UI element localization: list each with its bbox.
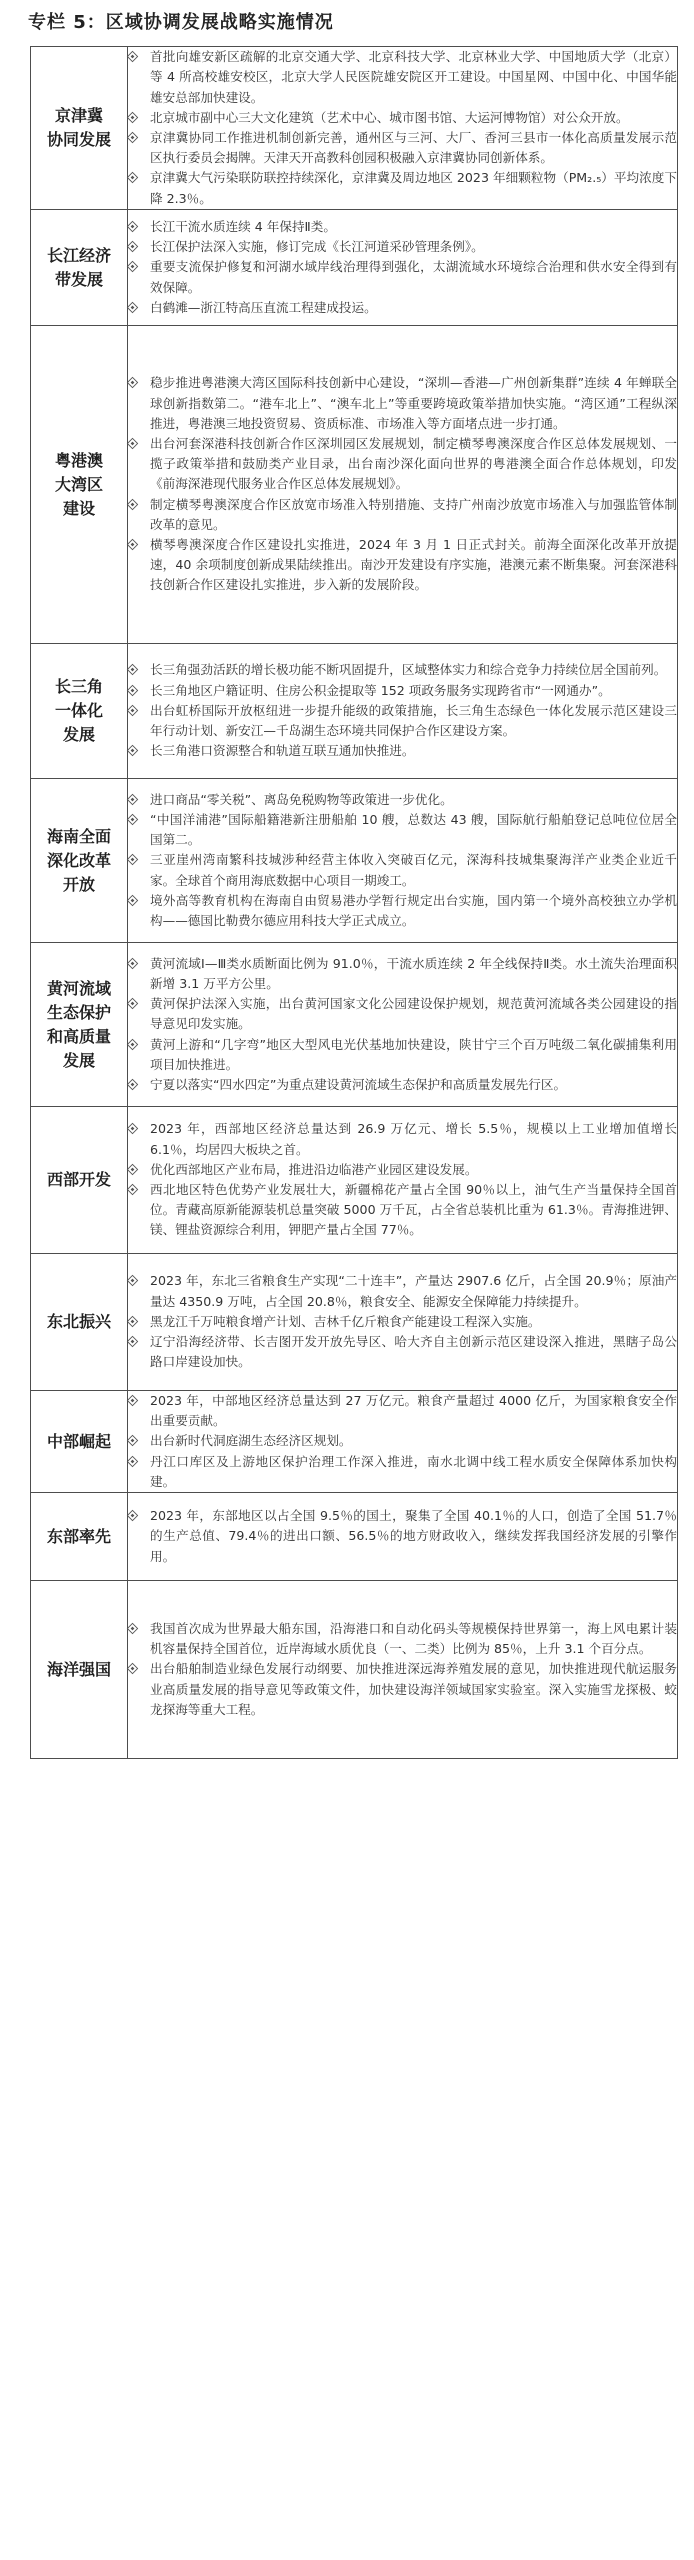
diamond-bullet-icon [127,854,138,865]
diamond-bullet-icon [127,1663,138,1674]
list-item [128,681,677,701]
diamond-bullet-icon [127,745,138,756]
list-item-text: 京津冀大气污染联防联控持续深化，京津冀及周边地区 2023 年细颗粒物（PM₂.₅）平均浓度下降 2.3％。 [150,170,677,206]
section-row [31,1391,678,1493]
list-item [128,1180,677,1241]
list-item-text: “中国洋浦港”国际船籍港新注册船舶 10 艘，总数达 43 艘，国际航行船舶登记总吨位位居全国第二。 [150,811,677,848]
list-item [128,1619,677,1659]
diamond-bullet-icon [127,1275,138,1286]
diamond-bullet-icon [127,664,138,675]
list-item-text: 2023 年，中部地区经济总量达到 27 万亿元。粮食产量超过 4000 亿斤，为国家粮食安全作出重要贡献。 [150,1393,677,1429]
list-item-text: 京津冀协同工作推进机制创新完善，通州区与三河、大厂、香河三县市一体化高质量发展示范区执行委员会揭牌。天津天开高教科创园积极融入京津冀协同创新体系。 [150,130,677,166]
section-content [128,779,678,943]
section-content [128,47,678,210]
diamond-bullet-icon [127,1316,138,1327]
list-item [128,535,677,596]
list-item [128,701,677,741]
diamond-bullet-icon [127,814,138,825]
list-item-text: 长江保护法深入实施，修订完成《长江河道采砂管理条例》。 [150,239,484,255]
diamond-bullet-icon [127,1123,138,1134]
diamond-bullet-icon [127,438,138,449]
section-row [31,1581,678,1759]
list-item-text: 优化西部地区产业布局，推进沿边临港产业园区建设发展。 [150,1161,478,1177]
section-name: 长三角 一体化 发展 [31,644,128,779]
diamond-bullet-icon [127,1336,138,1347]
diamond-bullet-icon [127,261,138,272]
diamond-bullet-icon [127,1395,138,1406]
list-item [128,373,677,434]
list-item [128,1119,677,1159]
list-item-text: 首批向雄安新区疏解的北京交通大学、北京科技大学、北京林业大学、中国地质大学（北京）等 4 所高校雄安校区，北京大学人民医院雄安院区开工建设。中国星网、中国中化、中国华能雄安总部加快建设。 [150,49,677,105]
list-item [128,1391,677,1431]
section-row [31,943,678,1107]
list-item-text: 黑龙江千万吨粮食增产计划、吉林千亿斤粮食产能建设工程深入实施。 [150,1313,541,1329]
section-row [31,1107,678,1254]
list-item [128,495,677,535]
section-row [31,644,678,779]
list-item [128,1659,677,1720]
list-item [128,1332,677,1372]
diamond-bullet-icon [127,794,138,805]
section-name: 东北振兴 [31,1254,128,1391]
list-item-text: 长三角港口资源整合和轨道互联互通加快推进。 [150,743,415,759]
list-item [128,741,677,761]
diamond-bullet-icon [127,241,138,252]
list-item-text: 宁夏以落实“四水四定”为重点建设黄河流域生态保护和高质量发展先行区。 [150,1077,567,1092]
section-name: 粤港澳 大湾区 建设 [31,326,128,644]
diamond-bullet-icon [127,1184,138,1195]
list-item [128,47,677,108]
list-item [128,108,677,128]
section-content [128,1391,678,1493]
list-item [128,298,677,318]
list-item [128,217,677,237]
list-item-text: 横琴粤澳深度合作区建设扎实推进，2024 年 3 月 1 日正式封关。前海全面深化改革开放提速，40 余项制度创新成果陆续推出。南沙开发建设有序实施，港澳元素不断集聚。河套深港科技创新合作区建设扎实推进，步入新的发展阶段。 [150,537,677,593]
diamond-bullet-icon [127,998,138,1009]
list-item [128,1312,677,1332]
list-item-text: 黄河保护法深入实施，出台黄河国家文化公园建设保护规划，规范黄河流域各类公园建设的指导意见印发实施。 [150,996,677,1032]
list-item-text: 出台新时代洞庭湖生态经济区规划。 [150,1433,352,1449]
section-row [31,779,678,943]
section-content [128,644,678,779]
section-name: 西部开发 [31,1107,128,1254]
list-item-text: 北京城市副中心三大文化建筑（艺术中心、城市图书馆、大运河博物馆）对公众开放。 [150,109,629,125]
diamond-bullet-icon [127,1079,138,1090]
section-content [128,1107,678,1254]
list-item [128,1431,677,1451]
list-item [128,168,677,208]
list-item-text: 出台河套深港科技创新合作区深圳园区发展规划，制定横琴粤澳深度合作区总体发展规划、一揽子政策举措和鼓励类产业目录，出台南沙深化面向世界的粤港澳全面合作总体规划，印发《前海深港现代服务业合作区总体发展规划》。 [150,435,677,492]
diamond-bullet-icon [127,172,138,183]
list-item [128,1506,677,1567]
diamond-bullet-icon [127,1623,138,1634]
list-item-text: 进口商品“零关税”、离岛免税购物等政策进一步优化。 [150,791,453,807]
list-item-text: 出台船舶制造业绿色发展行动纲要、加快推进深远海养殖发展的意见，加快推进现代航运服务业高质量发展的指导意见等政策文件，加快建设海洋领域国家实验室。深入实施雪龙探极、蛟龙探海等重大工程。 [150,1661,677,1717]
section-name: 东部率先 [31,1493,128,1581]
section-content [128,326,678,644]
diamond-bullet-icon [127,705,138,716]
diamond-bullet-icon [127,377,138,388]
table-body [31,47,678,1759]
list-item-text: 三亚崖州湾南繁科技城涉种经营主体收入突破百亿元，深海科技城集聚海洋产业类企业近千家。全球首个商用海底数据中心项目一期竣工。 [150,852,677,888]
diamond-bullet-icon [127,498,138,509]
section-content [128,1254,678,1391]
diamond-bullet-icon [127,51,138,62]
list-item [128,434,677,495]
section-name: 黄河流域 生态保护 和高质量 发展 [31,943,128,1107]
list-item-text: 长三角强劲活跃的增长极功能不断巩固提升，区域整体实力和综合竞争力持续位居全国前列。 [150,662,667,678]
section-row [31,326,678,644]
section-row [31,47,678,210]
diamond-bullet-icon [127,1038,138,1049]
list-item [128,891,677,931]
implementation-table [30,46,678,1759]
diamond-bullet-icon [127,684,138,695]
list-item [128,810,677,850]
list-item [128,954,677,994]
list-item-text: 制定横琴粤澳深度合作区放宽市场准入特别措施、支持广州南沙放宽市场准入与加强监管体制改革的意见。 [150,496,677,532]
list-item-text: 长三角地区户籍证明、住房公积金提取等 152 项政务服务实现跨省市“一网通办”。 [150,682,611,698]
list-item [128,994,677,1034]
list-item-text: 我国首次成为世界最大船东国，沿海港口和自动化码头等规模保持世界第一，海上风电累计装机容量保持全国首位，近岸海域水质优良（一、二类）比例为 85％，上升 3.1 个百分点。 [150,1621,677,1657]
list-item [128,128,677,168]
diamond-bullet-icon [127,302,138,313]
list-item-text: 辽宁沿海经济带、长吉图开发开放先导区、哈大齐自主创新示范区建设深入推进，黑瞎子岛公路口岸建设加快。 [150,1334,677,1370]
section-name: 海南全面 深化改革 开放 [31,779,128,943]
diamond-bullet-icon [127,539,138,550]
section-row [31,210,678,326]
list-item-text: 黄河上游和“几字弯”地区大型风电光伏基地加快建设，陕甘宁三个百万吨级二氧化碳捕集利用项目加快推进。 [150,1036,677,1072]
section-name: 海洋强国 [31,1581,128,1759]
list-item-text: 出台虹桥国际开放枢纽进一步提升能级的政策措施，长三角生态绿色一体化发展示范区建设三年行动计划、新安江—千岛湖生态环境共同保护合作区建设方案。 [150,702,677,739]
diamond-bullet-icon [127,958,138,969]
list-item-text: 黄河流域Ⅰ—Ⅲ类水质断面比例为 91.0％，干流水质连续 2 年全线保持Ⅱ类。水土流失治理面积新增 3.1 万平方公里。 [150,955,677,991]
list-item-text: 2023 年，西部地区经济总量达到 26.9 万亿元、增长 5.5％，规模以上工业增加值增长 6.1％，均居四大板块之首。 [150,1121,677,1157]
list-item-text: 白鹤滩—浙江特高压直流工程建成投运。 [150,299,377,315]
list-item [128,660,677,680]
diamond-bullet-icon [127,1435,138,1446]
list-item-text: 2023 年，东北三省粮食生产实现“二十连丰”，产量达 2907.6 亿斤，占全国 20.9％；原油产量达 4350.9 万吨，占全国 20.8％，粮食安全、能源安全保障能力持续提升。 [150,1273,677,1309]
list-item-text: 稳步推进粤港澳大湾区国际科技创新中心建设，“深圳—香港—广州创新集群”连续 4 年蝉联全球创新指数第二。“港车北上”、“澳车北上”等重要跨境政策举措加快实施。“湾区通”工程纵深推进，粤港澳三地投资贸易、资质标准、市场准入等方面堵点进一步打通。 [150,375,677,431]
diamond-bullet-icon [127,112,138,123]
diamond-bullet-icon [127,132,138,143]
section-content [128,943,678,1107]
diamond-bullet-icon [127,1164,138,1175]
section-name: 中部崛起 [31,1391,128,1493]
list-item [128,257,677,297]
section-content [128,1493,678,1581]
list-item [128,237,677,257]
list-item-text: 重要支流保护修复和河湖水域岸线治理得到强化，太湖流域水环境综合治理和供水安全得到有效保障。 [150,259,677,295]
diamond-bullet-icon [127,221,138,232]
section-row [31,1493,678,1581]
column-title: 专栏 5：区域协调发展战略实施情况 [28,12,334,33]
list-item-text: 2023 年，东部地区以占全国 9.5％的国土，聚集了全国 40.1％的人口，创造了全国 51.7％的生产总值、79.4％的进出口额、56.5％的地方财政收入，继续发挥我国经济发展的引擎作用。 [150,1508,677,1564]
list-item [128,1160,677,1180]
section-name: 长江经济 带发展 [31,210,128,326]
list-item-text: 长江干流水质连续 4 年保持Ⅱ类。 [150,218,336,234]
list-item-text: 丹江口库区及上游地区保护治理工作深入推进，南水北调中线工程水质安全保障体系加快构建。 [150,1453,677,1489]
list-item [128,850,677,890]
diamond-bullet-icon [127,1455,138,1466]
list-item-text: 西北地区特色优势产业发展壮大，新疆棉花产量占全国 90％以上，油气生产当量保持全国首位。青藏高原新能源装机总量突破 5000 万千瓦，占全省总装机比重为 61.3％。青海推进钾、镁、锂盐资源综合利用，钾肥产量占全国 77％。 [150,1182,677,1238]
section-row [31,1254,678,1391]
list-item [128,1035,677,1075]
list-item [128,790,677,810]
section-content [128,1581,678,1759]
list-item [128,1271,677,1311]
list-item [128,1075,677,1095]
list-item-text: 境外高等教育机构在海南自由贸易港办学暂行规定出台实施，国内第一个境外高校独立办学机构——德国比勒费尔德应用科技大学正式成立。 [150,892,677,928]
diamond-bullet-icon [127,895,138,906]
list-item [128,1452,677,1492]
diamond-bullet-icon [127,1510,138,1521]
section-content [128,210,678,326]
section-name: 京津冀 协同发展 [31,47,128,210]
